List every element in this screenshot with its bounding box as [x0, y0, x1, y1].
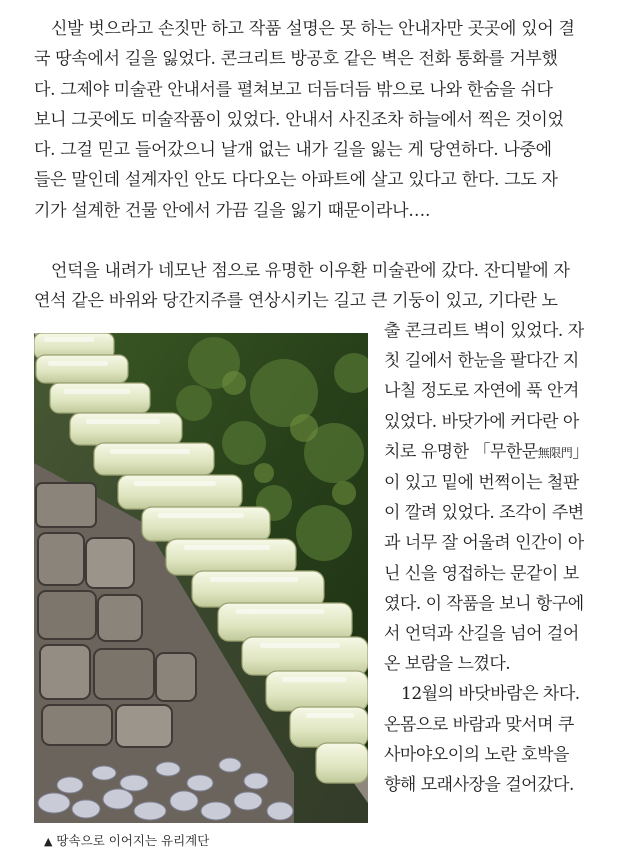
- glass-stairs-illustration: [34, 333, 368, 823]
- wrap-line-1: 출 콘크리트 벽이 있었다. 자: [384, 321, 584, 341]
- p2-line-2: 연석 같은 바위와 당간지주를 연상시키는 길고 큰 기둥이 있고, 기다란 노: [34, 291, 558, 312]
- wrap-line-12: 온 보람을 느꼈다.: [384, 654, 511, 675]
- p1-line-6: 들은 말인데 설계자인 안도 다다오는 아파트에 살고 있다고 한다. 그도 자: [34, 170, 558, 191]
- wrap-line-6: 이 있고 밑에 번쩍이는 철판: [384, 473, 579, 494]
- p3-line-4: 향해 모래사장을 걸어갔다.: [384, 775, 574, 796]
- glass-stairs-photo: [34, 333, 368, 823]
- p3-line-3: 사마야오이의 노란 호박을: [384, 744, 569, 765]
- wrap-line-4: 있었다. 바닷가에 커다란 아: [384, 411, 579, 432]
- p1-line-7: 기가 설계한 건물 안에서 가끔 길을 잃기 때문이라나….: [34, 200, 431, 221]
- p1-line-2: 국 땅속에서 길을 잃었다. 콘크리트 방공호 같은 벽은 전화 통화를 거부했: [34, 49, 558, 70]
- p2-line-1: 언덕을 내려가 네모난 점으로 유명한 이우환 미술관에 갔다. 잔디밭에 자: [51, 261, 570, 281]
- wrap-line-10: 였다. 이 작품을 보니 항구에: [384, 593, 584, 614]
- p1-line-5: 다. 그걸 믿고 들어갔으니 날개 없는 내가 길을 잃는 게 당연하다. 나중에: [34, 140, 552, 161]
- p3-line-1: 12월의 바닷바람은 차다.: [401, 684, 580, 705]
- wrap-line-5: [384, 437, 602, 468]
- wrap-line-5-text: 치로 유명한 「무한문: [384, 441, 538, 462]
- p3-line-2: 온몸으로 바람과 맞서며 쿠: [384, 714, 574, 735]
- wrap-close-bracket: 」: [572, 441, 589, 462]
- hanja-annotation: 無限門: [537, 445, 573, 460]
- caption-text: 땅속으로 이어지는 유리계단: [56, 833, 210, 848]
- wrap-line-3: 나칠 정도로 자연에 푹 안겨: [384, 381, 579, 402]
- wrap-line-11: 서 언덕과 산길을 넘어 걸어: [384, 624, 579, 645]
- wrapped-text-column: [384, 316, 602, 800]
- caption-marker: ▲: [44, 835, 53, 848]
- wrap-line-2: 칫 길에서 한눈을 팔다간 지: [384, 351, 579, 372]
- wrap-line-9: 닌 신을 영접하는 문같이 보: [384, 563, 579, 584]
- paragraph-2: [34, 256, 600, 317]
- wrap-line-8: 과 너무 잘 어울려 인간이 아: [384, 533, 584, 554]
- p1-line-1: 신발 벗으라고 손짓만 하고 작품 설명은 못 하는 안내자만 곳곳에 있어 결: [51, 19, 575, 39]
- p1-line-4: 보니 그곳에도 미술작품이 있었다. 안내서 사진조차 하늘에서 찍은 것이었: [34, 109, 564, 130]
- p1-line-3: 다. 그제야 미술관 안내서를 펼쳐보고 더듬더듬 밖으로 나와 한숨을 쉬다: [34, 79, 553, 100]
- wrap-line-7: 이 깔려 있었다. 조각이 주변: [384, 503, 584, 524]
- photo-caption: [44, 831, 209, 849]
- paragraph-1: [34, 14, 600, 226]
